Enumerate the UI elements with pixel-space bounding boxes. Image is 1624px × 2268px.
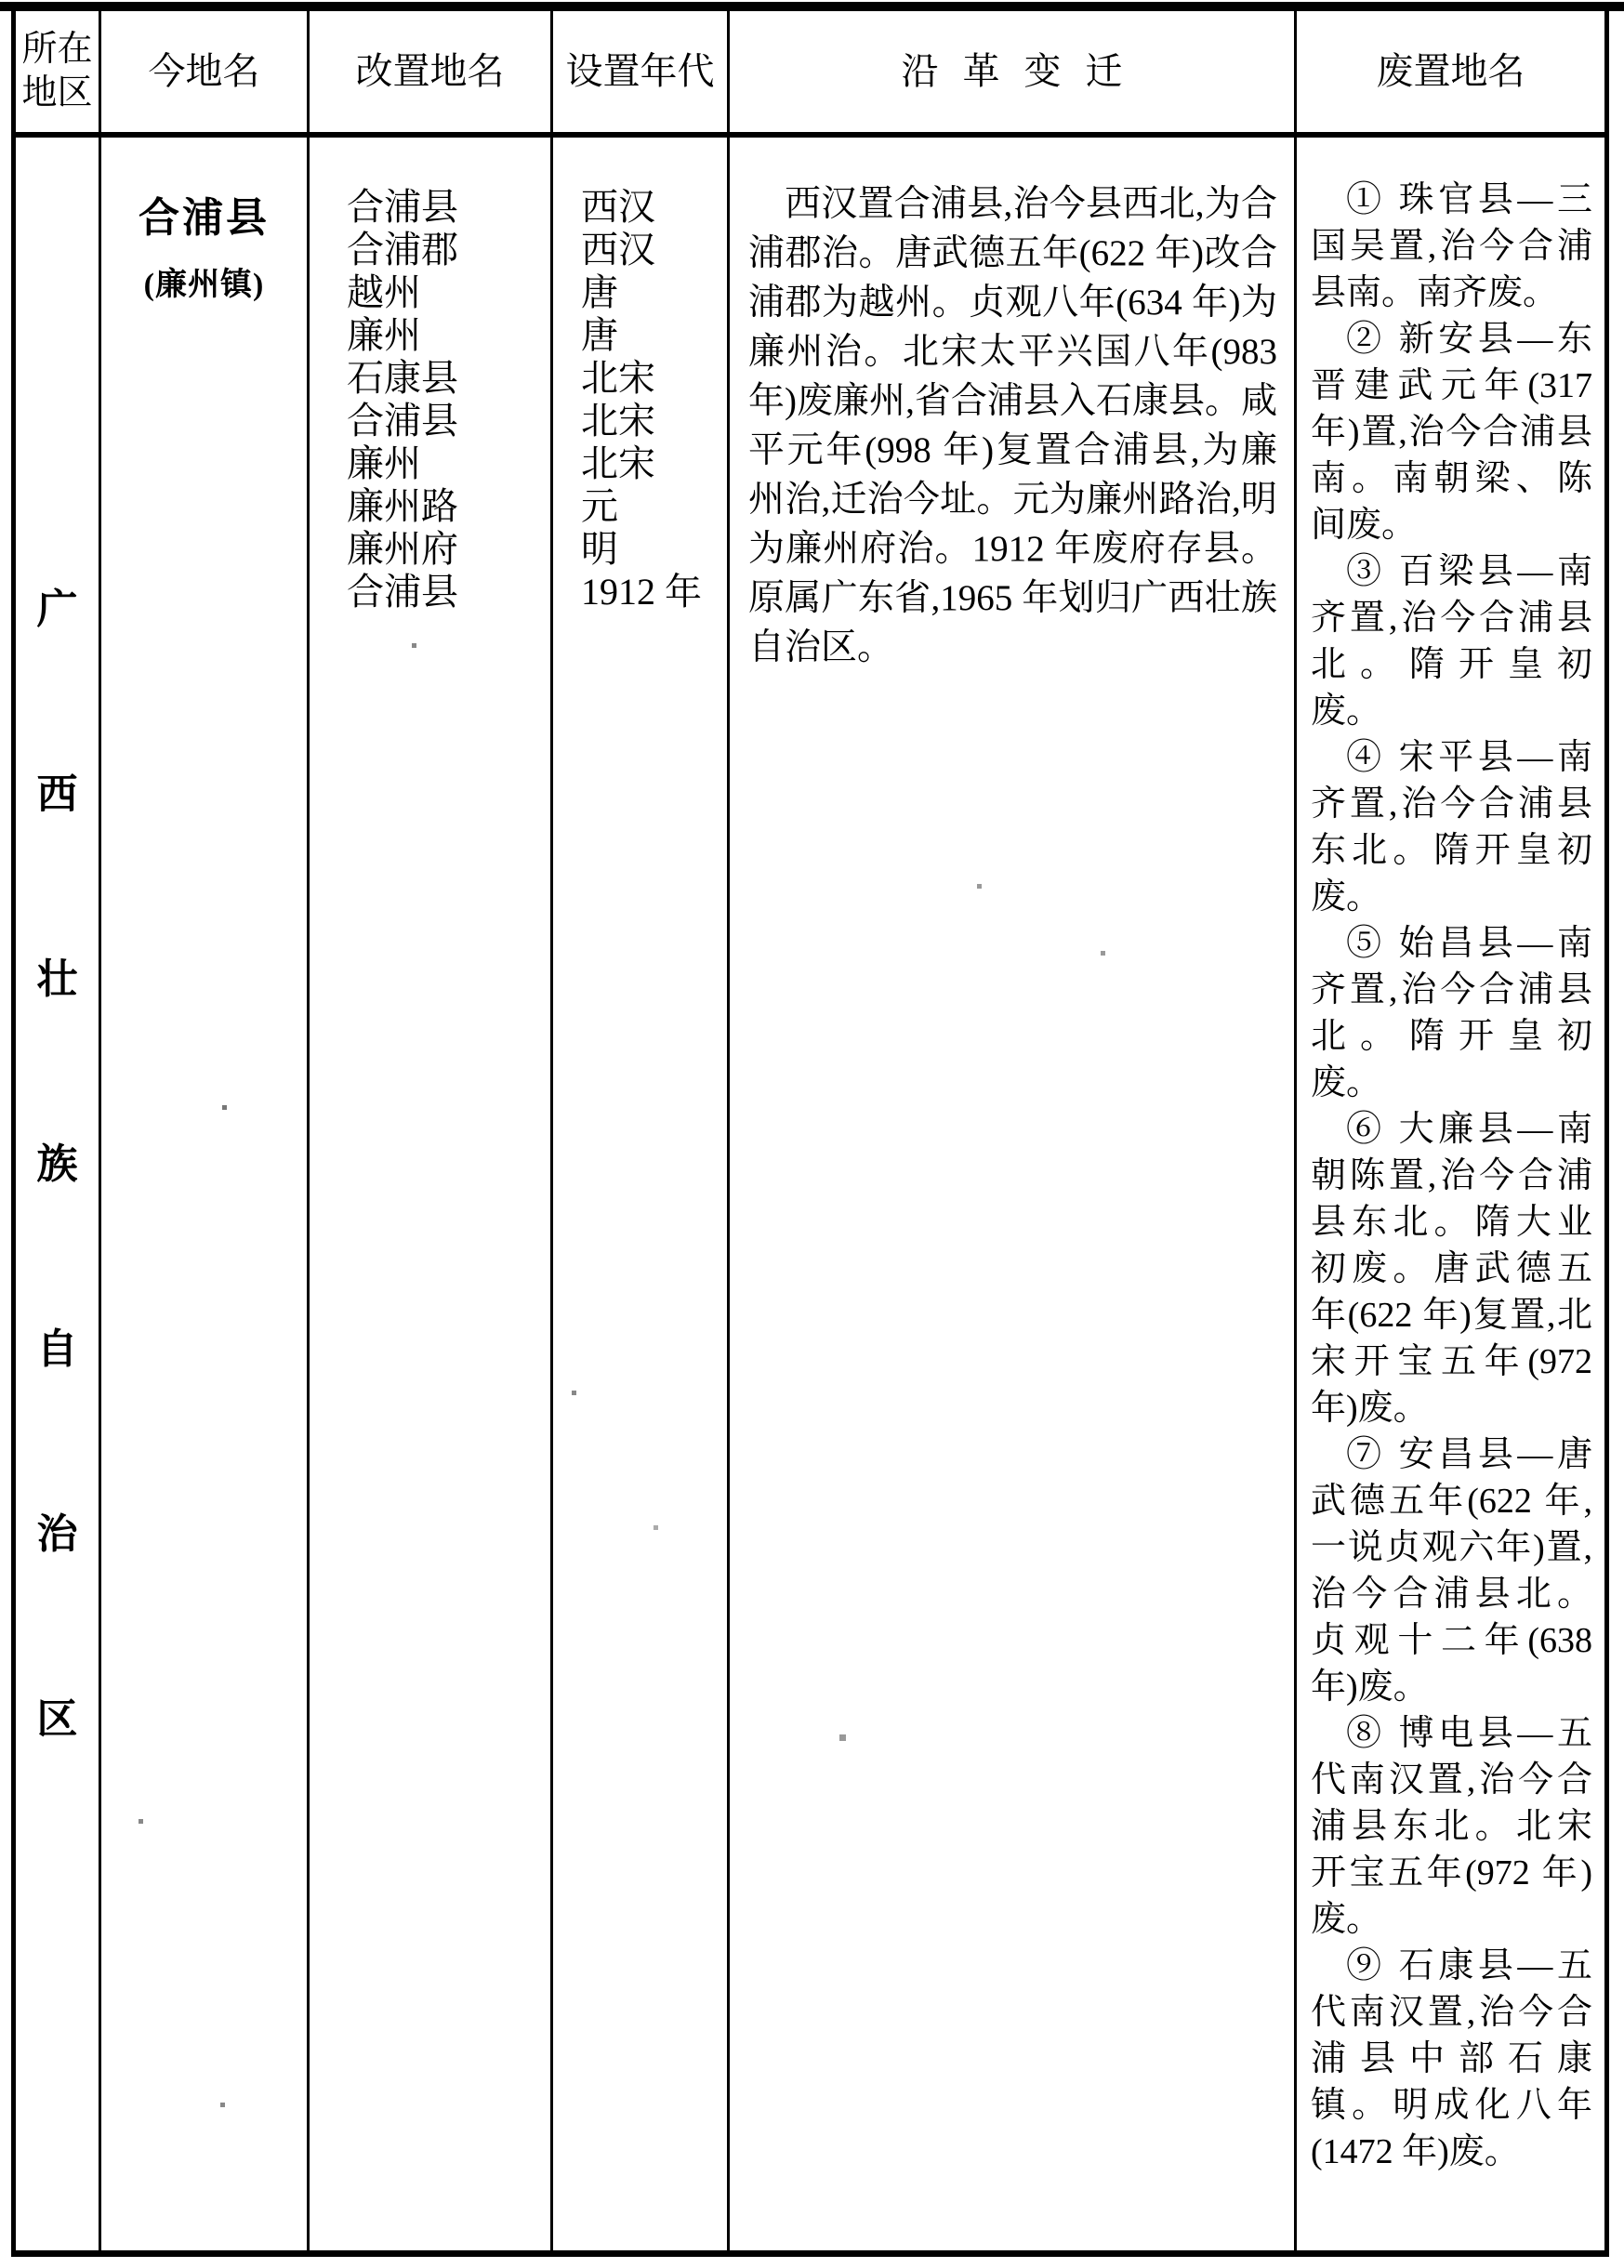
era-value: 唐 bbox=[581, 314, 618, 356]
abolished-places-cell bbox=[1297, 138, 1604, 2250]
abolished-item: ⑦ 安昌县—唐武德五年(622 年,一说贞观六年)置,治今合浦县北。贞观十二年(638 年)废。 bbox=[1311, 1435, 1592, 1707]
region-char: 自 bbox=[36, 1326, 78, 1372]
renamed-place: 廉州 bbox=[347, 314, 421, 356]
renamed-places-cell bbox=[310, 138, 553, 2250]
header-renamed bbox=[310, 11, 553, 138]
today-name: 合浦县 bbox=[139, 195, 270, 241]
header-today-name bbox=[101, 11, 310, 138]
header-era-label: 设置年代 bbox=[565, 50, 715, 92]
renamed-place: 廉州府 bbox=[347, 528, 458, 570]
era-value: 北宋 bbox=[581, 442, 655, 484]
abolished-item: ① 珠官县—三国吴置,治今合浦县南。南齐废。 bbox=[1311, 180, 1592, 312]
renamed-place: 合浦县 bbox=[347, 186, 458, 228]
region-char: 区 bbox=[36, 1696, 78, 1742]
era-value: 北宋 bbox=[581, 400, 655, 442]
region-char: 西 bbox=[36, 771, 78, 817]
history-cell bbox=[730, 138, 1297, 2250]
abolished-item: ⑤ 始昌县—南齐置,治今合浦县北。隋开皇初废。 bbox=[1311, 924, 1592, 1102]
renamed-place: 合浦县 bbox=[347, 400, 458, 442]
header-renamed-label: 改置地名 bbox=[355, 50, 505, 92]
region-char: 族 bbox=[36, 1141, 78, 1187]
region-char: 壮 bbox=[36, 956, 78, 1002]
era-cell bbox=[553, 138, 730, 2250]
era-value: 元 bbox=[581, 485, 618, 527]
header-era bbox=[553, 11, 730, 138]
header-abolished-label: 废置地名 bbox=[1376, 50, 1525, 92]
era-value: 1912 年 bbox=[581, 571, 702, 613]
abolished-item: ⑨ 石康县—五代南汉置,治今合浦县中部石康镇。明成化八年(1472 年)废。 bbox=[1311, 1946, 1592, 2171]
abolished-item: ② 新安县—东晋建武元年(317 年)置,治今合浦县南。南朝梁、陈间废。 bbox=[1311, 320, 1592, 545]
region-char: 治 bbox=[36, 1511, 78, 1557]
abolished-item: ⑥ 大廉县—南朝陈置,治今合浦县东北。隋大业初废。唐武德五年(622 年)复置,北宋开宝五年(972 年)废。 bbox=[1311, 1110, 1592, 1428]
header-today-label: 今地名 bbox=[148, 50, 260, 92]
region-char: 广 bbox=[36, 587, 78, 632]
scan-noise bbox=[0, 0, 3, 3]
today-name-cell bbox=[101, 138, 310, 2250]
renamed-place: 廉州路 bbox=[347, 485, 458, 527]
header-history-label: 沿革变迁 bbox=[901, 50, 1147, 92]
era-value: 西汉 bbox=[581, 229, 655, 270]
header-region-line1: 所在 bbox=[21, 30, 93, 69]
renamed-place: 廉州 bbox=[347, 442, 421, 484]
era-value: 唐 bbox=[581, 271, 618, 313]
era-value: 明 bbox=[581, 528, 618, 570]
renamed-place: 合浦县 bbox=[347, 571, 458, 613]
page-top-rule bbox=[0, 2, 1624, 11]
region-cell bbox=[16, 138, 101, 2250]
renamed-place: 合浦郡 bbox=[347, 229, 458, 270]
header-history bbox=[730, 11, 1297, 138]
renamed-place: 石康县 bbox=[347, 357, 458, 399]
header-region-line2: 地区 bbox=[21, 73, 93, 112]
header-region bbox=[16, 11, 101, 138]
today-alias: (廉州镇) bbox=[143, 268, 265, 302]
era-value: 北宋 bbox=[581, 357, 655, 399]
abolished-item: ④ 宋平县—南齐置,治今合浦县东北。隋开皇初废。 bbox=[1311, 738, 1592, 916]
abolished-item: ③ 百梁县—南齐置,治今合浦县北。隋开皇初废。 bbox=[1311, 552, 1592, 731]
abolished-item: ⑧ 博电县—五代南汉置,治今合浦县东北。北宋开宝五年(972 年)废。 bbox=[1311, 1714, 1592, 1939]
placename-history-table bbox=[11, 11, 1609, 2257]
history-text: 西汉置合浦县,治今县西北,为合浦郡治。唐武德五年(622 年)改合浦郡为越州。贞观八年(634 年)为廉州治。北宋太平兴国八年(983 年)废廉州,省合浦县入石康县。咸平元年(998 年)复置合浦县,为廉州治,迁治今址。元为廉州路治,明为廉州府治。1912 年废府存县。原属广东省,1965 年划归广西壮族自治区。 bbox=[748, 184, 1277, 667]
era-value: 西汉 bbox=[581, 186, 655, 228]
renamed-place: 越州 bbox=[347, 271, 421, 313]
header-abolished bbox=[1297, 11, 1604, 138]
